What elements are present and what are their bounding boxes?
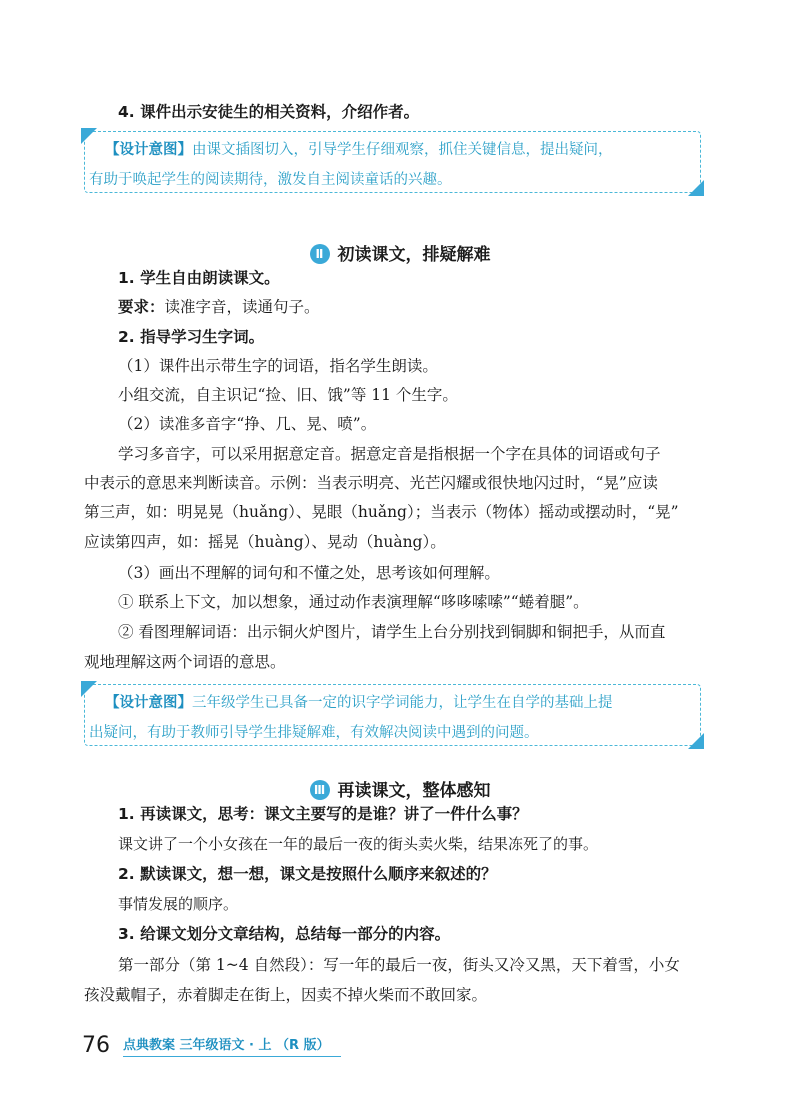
- paragraph-line: 第三声，如：明晃晃（huǎng）、晃眼（huǎng）；当表示（物体）摇动或摆动时，“晃”: [84, 503, 679, 521]
- requirement-text: 读准字音，读通句子。: [164, 298, 320, 316]
- step-2-text: 2. 默读课文，想一想，课文是按照什么顺序来叙述的？: [118, 865, 497, 883]
- requirement-label: 要求：: [118, 298, 165, 316]
- section-2-heading: [0, 240, 800, 265]
- step-1-text: 1. 再读课文，思考：课文主要写的是谁？讲了一件什么事？: [118, 805, 528, 823]
- paragraph-line: ① 联系上下文，加以想象，通过动作表演理解“哆哆嗦嗦”“蜷着腿”。: [118, 593, 589, 611]
- step-2-text: 2. 指导学习生字词。: [118, 328, 265, 346]
- paragraph-line: （3）画出不理解的词句和不懂之处，思考该如何理解。: [118, 564, 500, 582]
- paragraph-line: 小组交流，自主识记“捡、旧、饿”等 11 个生字。: [118, 386, 458, 404]
- corner-ornament-icon: [81, 128, 97, 144]
- paragraph-line: 观地理解这两个词语的意思。: [84, 653, 286, 671]
- requirement-line: [118, 297, 800, 317]
- design-intent-box-1: [84, 131, 701, 193]
- paragraph-line: （2）读准多音字“挣、几、晃、喷”。: [118, 415, 377, 433]
- paragraph-line: 第一部分（第 1~4 自然段）：写一年的最后一夜，街头又冷又黑，天下着雪，小女: [118, 956, 680, 974]
- step-1-text: 1. 学生自由朗读课文。: [118, 269, 280, 287]
- answer-line: 事情发展的顺序。: [118, 895, 239, 913]
- design-intent-label: 【设计意图】: [105, 695, 192, 711]
- step-3-text: 3. 给课文划分文章结构，总结每一部分的内容。: [118, 925, 451, 943]
- corner-ornament-icon: [688, 733, 704, 749]
- paragraph-line: ② 看图理解词语：出示铜火炉图片，请学生上台分别找到铜脚和铜把手，从而直: [118, 623, 666, 641]
- paragraph-line: 学习多音字，可以采用据意定音。据意定音是指根据一个字在具体的词语或句子: [118, 445, 661, 463]
- item-4-text: 4. 课件出示安徒生的相关资料，介绍作者。: [118, 103, 420, 121]
- design-intent-label: 【设计意图】: [105, 142, 192, 158]
- paragraph-line: （1）课件出示带生字的词语，指名学生朗读。: [118, 357, 438, 375]
- section-numeral-badge: Ⅱ: [310, 244, 330, 264]
- design-intent-box-2: [84, 684, 701, 746]
- design-intent-text: 由课文插图切入，引导学生仔细观察，抓住关键信息，提出疑问，: [192, 142, 613, 158]
- paragraph-line: 孩没戴帽子，赤着脚走在街上，因卖不掉火柴而不敢回家。: [84, 986, 488, 1004]
- corner-ornament-icon: [688, 180, 704, 196]
- paragraph-line: 应读第四声，如：摇晃（huàng）、晃动（huàng）。: [84, 533, 446, 551]
- section-3-title: 再读课文，整体感知: [337, 781, 491, 801]
- book-title: 点典教案 三年级语文 · 上 （R 版）: [123, 1034, 341, 1057]
- paragraph-line: 中表示的意思来判断读音。示例：当表示明亮、光芒闪耀或很快地闪过时，“晃”应读: [84, 474, 658, 492]
- page-number: 76: [82, 1033, 110, 1058]
- section-2-title: 初读课文，排疑解难: [337, 245, 491, 265]
- section-numeral-badge: Ⅲ: [310, 780, 330, 800]
- corner-ornament-icon: [81, 681, 97, 697]
- answer-line: 课文讲了一个小女孩在一年的最后一夜的街头卖火柴，结果冻死了的事。: [118, 835, 599, 853]
- design-intent-text: 三年级学生已具备一定的识字学词能力，让学生在自学的基础上提: [192, 695, 613, 711]
- section-3-heading: [0, 776, 800, 801]
- design-intent-text: 出疑问，有助于教师引导学生排疑解难，有效解决阅读中遇到的问题。: [89, 725, 539, 741]
- design-intent-text: 有助于唤起学生的阅读期待，激发自主阅读童话的兴趣。: [89, 172, 452, 188]
